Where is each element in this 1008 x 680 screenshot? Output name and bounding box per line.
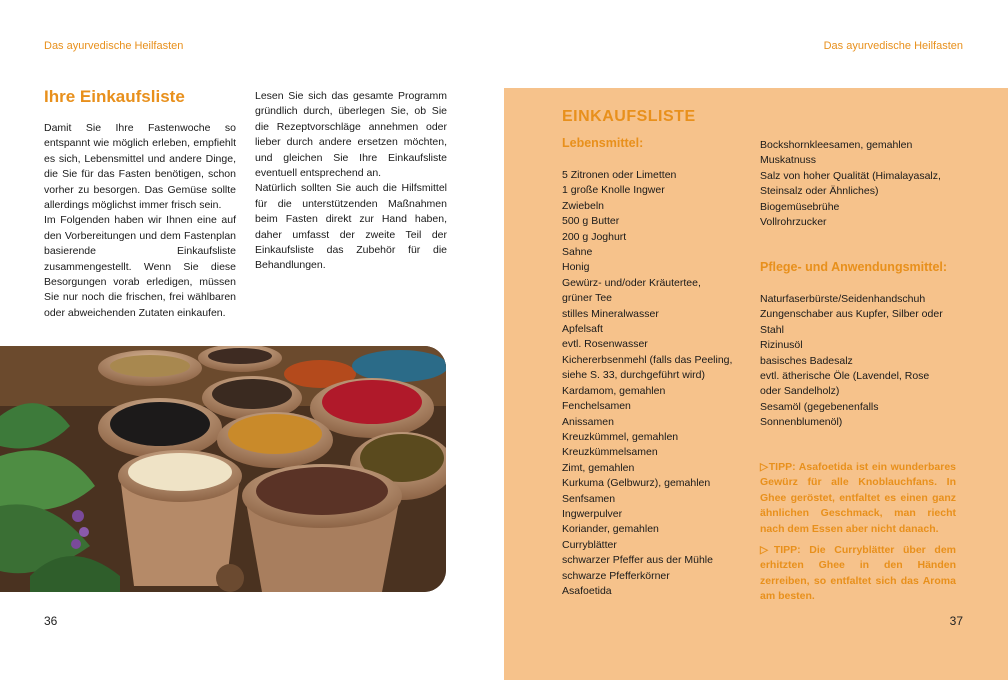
list-item: Anissamen: [562, 415, 614, 428]
panel-title: EINKAUFSLISTE: [562, 108, 696, 125]
food-list: [562, 168, 747, 599]
tip-text: TIPP: Die Curryblätter über dem erhitzten Ghee in den Händen zerreiben, so entfaltet sich das Aroma am besten.: [760, 544, 956, 603]
list-item: 5 Zitronen oder Limetten: [562, 169, 677, 181]
list-item: Koriander, gemahlen: [562, 523, 659, 536]
list-item: Asafoetida: [562, 584, 612, 597]
list-item: Biogemüsebrühe: [760, 200, 840, 213]
tip-arrow-icon: ▷: [760, 544, 774, 556]
list-item: Steinsalz oder Ähnliches): [760, 185, 879, 198]
list-item: Naturfaserbürste/Seidenhandschuh: [760, 293, 926, 305]
list-item: Zungenschaber aus Kupfer, Silber oder: [760, 308, 943, 321]
list-item: evtl. ätherische Öle (Lavendel, Rose: [760, 370, 930, 383]
list-item: Salz von hoher Qualität (Himalayasalz,: [760, 169, 941, 182]
list-item: Kreuzkümmelsamen: [562, 446, 658, 459]
list-item: Ingwerpulver: [562, 507, 623, 520]
tip-box: [760, 543, 956, 605]
list-item: Zimt, gemahlen: [562, 461, 635, 474]
list-item: Kurkuma (Gelbwurz), gemahlen: [562, 477, 711, 490]
list-item: schwarzer Pfeffer aus der Mühle: [562, 554, 713, 567]
list-item: Honig: [562, 261, 590, 274]
shopping-list-panel: [504, 88, 1008, 680]
list-item: 500 g Butter: [562, 215, 620, 228]
food-list-continued: [760, 138, 960, 230]
list-item: Curryblätter: [562, 538, 617, 551]
paragraph: Damit Sie Ihre Fastenwoche so entspannt wie möglich erleben, empfiehlt es sich, Lebensmittel und andere Dinge, die Sie für das Fasten benötigen, schon vorher zu besorgen. Das Gemüse sollte allerdings möglichst immer frisch sein.: [44, 122, 236, 212]
care-list: [760, 292, 958, 431]
care-heading: Pflege- und Anwendungsmittel:: [760, 260, 948, 274]
running-head: Das ayurvedische Heilfasten: [823, 40, 963, 52]
list-item: Fenchelsamen: [562, 400, 631, 413]
list-item: evtl. Rosenwasser: [562, 338, 648, 351]
list-item: Bockshornkleesamen, gemahlen: [760, 139, 913, 151]
page-title: Ihre Einkaufsliste: [44, 87, 185, 106]
list-item: Vollrohrzucker: [760, 216, 827, 229]
paragraph: Natürlich sollten Sie auch die Hilfsmittel für die unterstützenden Maßnahmen beim Fasten direkt zur Hand haben, daher umfasst der zweite Teil der Einkaufsliste das Zubehör für die Behandlungen.: [255, 182, 447, 272]
spice-bowls-photo: [0, 346, 446, 592]
body-column-2: [255, 89, 447, 274]
list-item: Kreuzkümmel, gemahlen: [562, 430, 679, 443]
tip-box: [760, 460, 956, 537]
list-item: basisches Badesalz: [760, 354, 853, 367]
running-head: Das ayurvedische Heilfasten: [44, 40, 184, 52]
page-number: 36: [44, 614, 58, 628]
page-number: 37: [949, 614, 963, 628]
tip-arrow-icon: ▷: [760, 461, 769, 473]
list-item: schwarze Pfefferkörner: [562, 569, 670, 582]
list-item: Sesamöl (gegebenenfalls Sonnenblumenöl): [760, 400, 879, 429]
list-item: siehe S. 33, durchgeführt wird): [562, 369, 705, 382]
paragraph: Lesen Sie sich das gesamte Programm gründlich durch, überlegen Sie, ob Sie die Rezeptvorschläge annehmen oder lieber durch andere ersetzen möchten, und gleichen Sie Ihre Einkaufsliste eventuell entsprechend an.: [255, 90, 447, 180]
list-item: grüner Tee: [562, 292, 613, 305]
paragraph: Im Folgenden haben wir Ihnen eine auf den Vorbereitungen und dem Fastenplan basierende Einkaufsliste zusammengestellt. Wenn Sie diese Besorgungen vorab erledigen, müssen Sie nur noch die frischen, frei wählbaren oder abweichenden Zutaten einkaufen.: [44, 214, 236, 319]
list-item: stilles Mineralwasser: [562, 307, 659, 320]
list-item: Sahne: [562, 246, 593, 259]
spice-bowls-illustration: [0, 346, 446, 592]
list-item: Apfelsaft: [562, 323, 603, 336]
list-item: Muskatnuss: [760, 154, 817, 167]
food-heading: Lebensmittel:: [562, 136, 644, 150]
body-column-1: [44, 121, 236, 321]
list-item: Gewürz- und/oder Kräutertee,: [562, 276, 701, 289]
list-item: 1 große Knolle Ingwer: [562, 184, 665, 197]
tip-text: TIPP: Asafoetida ist ein wunderbares Gewürz für alle Knoblauchfans. In Ghee geröstet, entfaltet es einen ganz ähnlichen Geschmack, man riecht nach dem Essen aber nicht danach.: [760, 461, 956, 535]
list-item: Rizinusöl: [760, 339, 803, 352]
list-item: oder Sandelholz): [760, 385, 840, 398]
list-item: Zwiebeln: [562, 199, 605, 212]
list-item: Kardamom, gemahlen: [562, 384, 666, 397]
right-page: [504, 0, 1008, 680]
list-item: 200 g Joghurt: [562, 230, 627, 243]
list-item: Stahl: [760, 323, 784, 336]
list-item: Kichererbsenmehl (falls das Peeling,: [562, 353, 733, 366]
list-item: Senfsamen: [562, 492, 616, 505]
